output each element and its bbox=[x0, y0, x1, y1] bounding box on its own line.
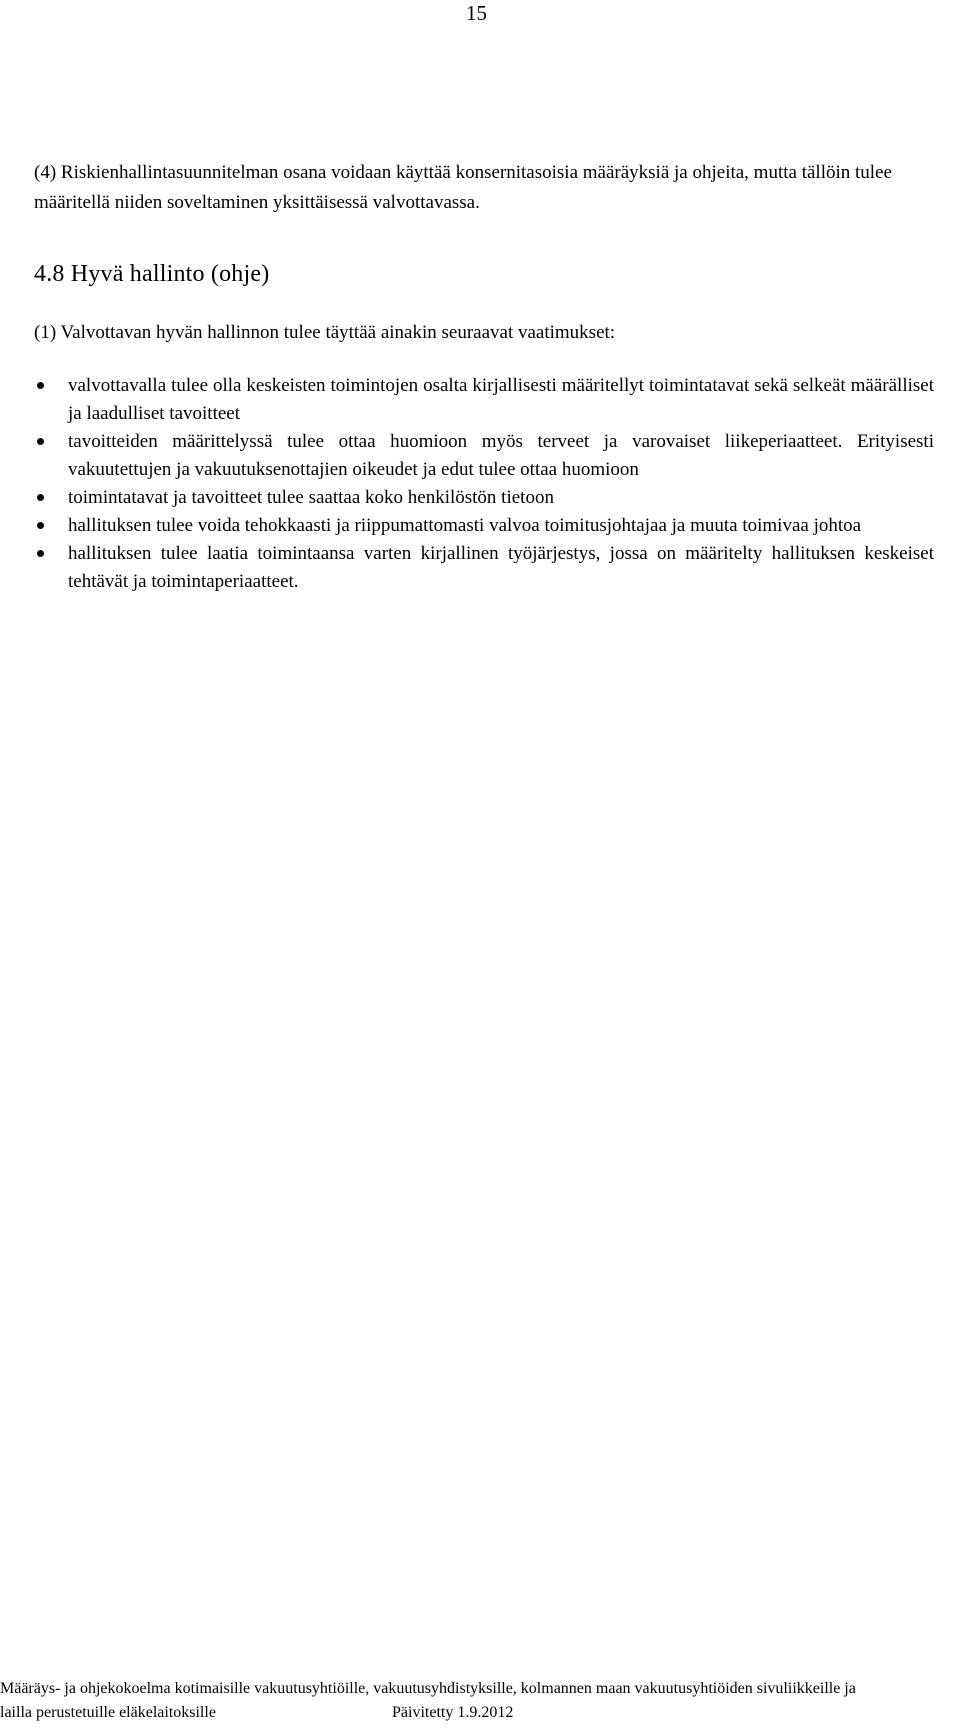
list-item-text: hallituksen tulee voida tehokkaasti ja riippumattomasti valvoa toimitusjohtajaa ja muuta toimivaa johtoa bbox=[68, 515, 862, 536]
lead-paragraph: (1) Valvottavan hyvän hallinnon tulee täyttää ainakin seuraavat vaatimukset: bbox=[34, 322, 616, 343]
list-item-text: valvottavalla tulee olla keskeisten toimintojen osalta kirjallisesti määritellyt toimintatavat sekä selkeät määrälliset ja laadulliset tavoitteet bbox=[68, 375, 934, 424]
list-item bbox=[34, 484, 934, 512]
page-footer bbox=[0, 1677, 960, 1725]
bullet-icon bbox=[37, 550, 44, 557]
requirements-list bbox=[34, 372, 934, 596]
section-heading: 4.8 Hyvä hallinto (ohje) bbox=[34, 261, 270, 287]
list-item-text: tavoitteiden määrittelyssä tulee ottaa huomioon myös terveet ja varovaiset liikeperiaatteet. Erityisesti vakuutettujen ja vakuutuksenottajien oikeudet ja edut tulee ottaa huomioon bbox=[68, 431, 934, 480]
bullet-icon bbox=[37, 494, 44, 501]
list-item bbox=[34, 428, 934, 484]
footer-updated-date: Päivitetty 1.9.2012 bbox=[392, 1704, 514, 1721]
list-item bbox=[34, 540, 934, 596]
bullet-icon bbox=[37, 522, 44, 529]
intro-paragraph: (4) Riskienhallintasuunnitelman osana voidaan käyttää konsernitasoisia määräyksiä ja ohjeita, mutta tällöin tulee määritellä niiden soveltaminen yksittäisessä valvottavassa. bbox=[34, 162, 892, 213]
list-item bbox=[34, 512, 934, 540]
footer-collection-title-continued: lailla perustetuille eläkelaitoksille bbox=[0, 1704, 216, 1721]
bullet-icon bbox=[37, 382, 44, 389]
bullet-icon bbox=[37, 438, 44, 445]
list-item-text: hallituksen tulee laatia toimintaansa varten kirjallinen työjärjestys, jossa on määritelty hallituksen keskeiset tehtävät ja toimintaperiaatteet. bbox=[68, 543, 934, 592]
footer-collection-title: Määräys- ja ohjekokoelma kotimaisille vakuutusyhtiöille, vakuutusyhdistyksille, kolmannen maan vakuutusyhtiöiden sivuliikkeille ja bbox=[0, 1680, 856, 1697]
list-item-text: toimintatavat ja tavoitteet tulee saattaa koko henkilöstön tietoon bbox=[68, 487, 554, 508]
list-item bbox=[34, 372, 934, 428]
page-number: 15 bbox=[466, 1, 487, 25]
